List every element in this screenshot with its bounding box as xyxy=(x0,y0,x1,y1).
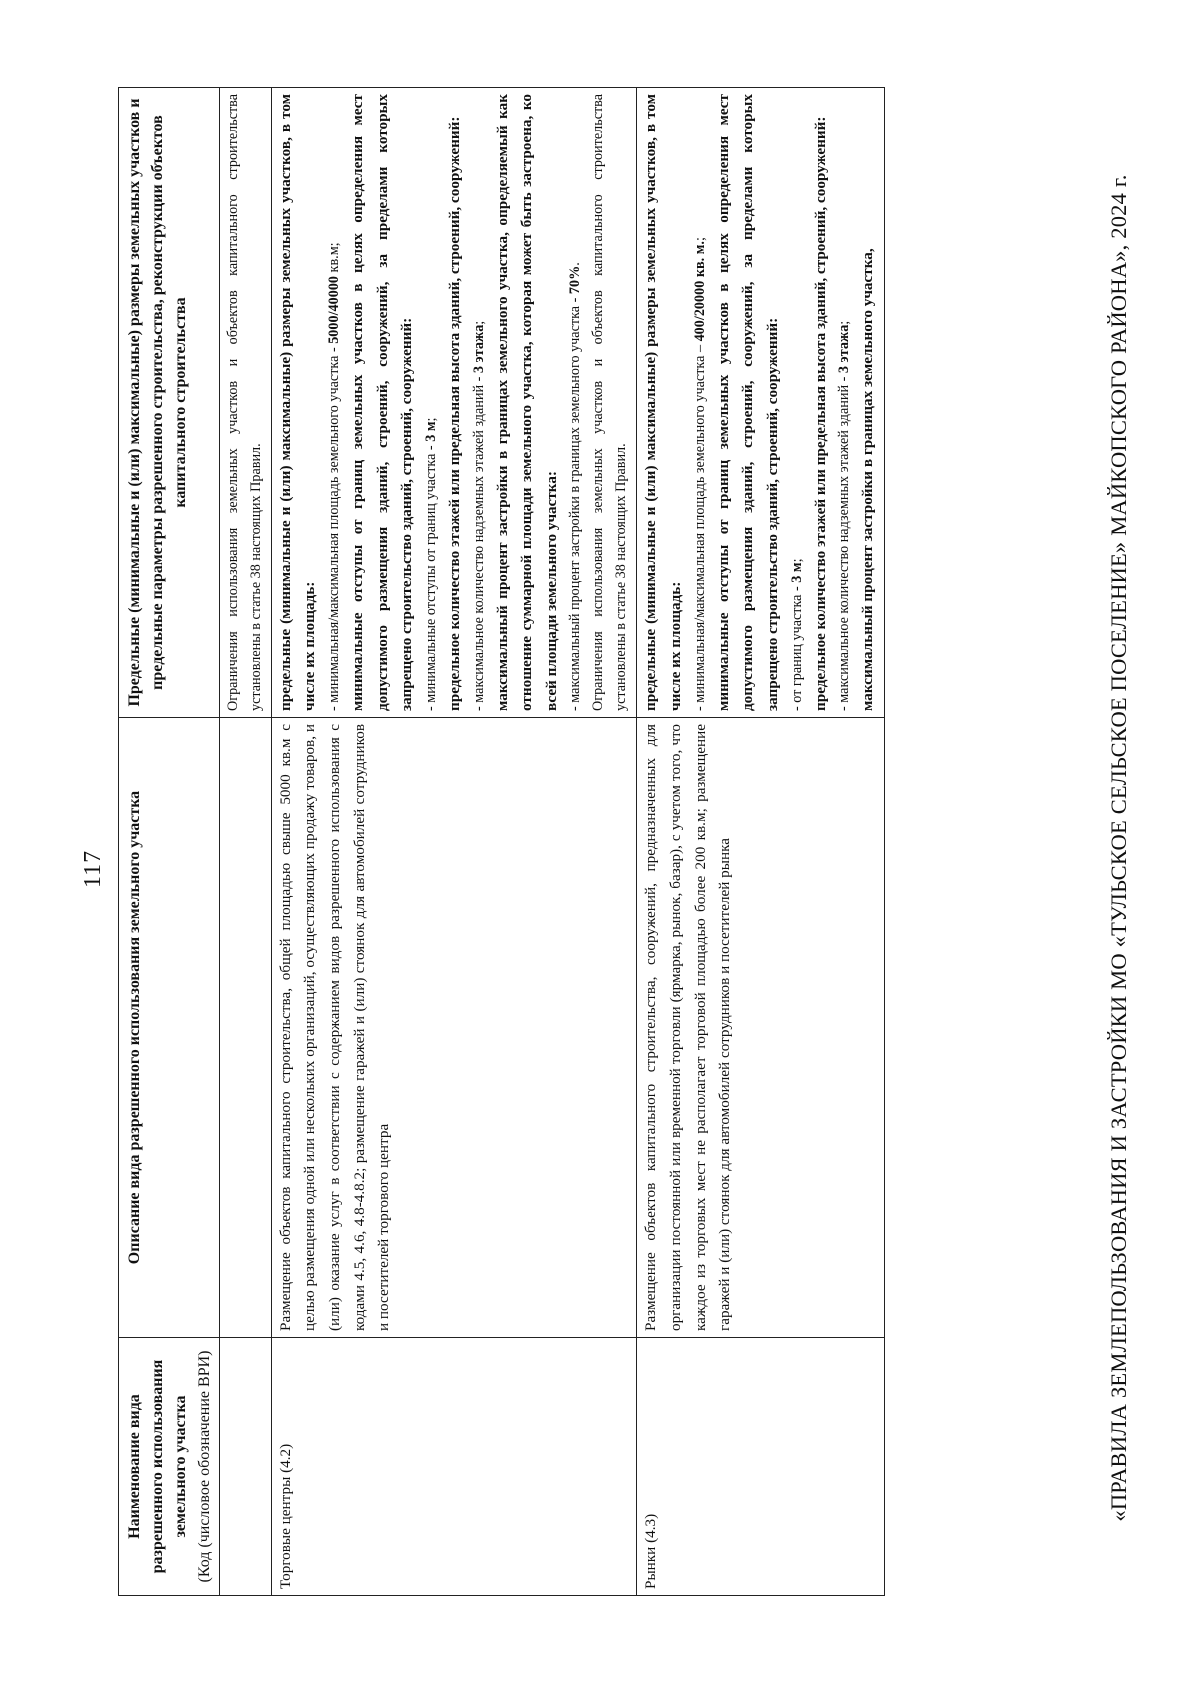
setback-label: - от границ участка - xyxy=(788,582,805,711)
floors-end: ; xyxy=(470,320,487,325)
params-head: предельные (минимальные и (или) максимальные) размеры земельных участков, в том числе их площадь: xyxy=(642,94,684,711)
params-coverage xyxy=(564,94,587,711)
document-footer: «ПРАВИЛА ЗЕМЛЕПОЛЬЗОВАНИЯ И ЗАСТРОЙКИ МО «ТУЛЬСКОЕ СЕЛЬСКОЕ ПОСЕЛЕНИЕ» МАЙКОПСКОГО РАЙОНА», 2024 г. xyxy=(1106,174,1131,1522)
restrictions-text: Ограничения использования земельных участков и объектов капитального строительства установлены в статье 38 настоящих Правил. xyxy=(219,88,271,718)
floors-label: - максимальное количество надземных этажей зданий - xyxy=(470,373,487,711)
setback-head: минимальные отступы от границ земельных участков в целях определения мест допустимого размещения зданий, строений, сооружений, за пределами которых запрещено строительство зданий, строений, сооружений: xyxy=(349,94,416,711)
params-area xyxy=(689,94,712,711)
vri-name: Торговые центры (4.2) xyxy=(271,1338,637,1596)
area-value: 400/20000 кв. м. xyxy=(691,241,708,342)
cell-empty xyxy=(219,718,271,1338)
header-parameters: Предельные (минимальные и (или) максимальные) размеры земельных участков и предельные параметры разрешенного строительства, реконструкции объектов капитального строительства xyxy=(119,88,220,718)
header-name xyxy=(119,1338,220,1596)
cell-empty xyxy=(219,1338,271,1596)
table-row xyxy=(637,88,884,1596)
area-label: - минимальная/максимальная площадь земельного участка - xyxy=(326,343,342,711)
params-setback xyxy=(786,94,809,711)
setback-value: 3 м xyxy=(422,421,439,442)
vri-description: Размещение объектов капитального строительства, общей площадью свыше 5000 кв.м с целью размещения одной или нескольких организаций, осуществляющих продажу товаров, и (или) оказание услуг в соответствии с содержанием видов разрешенного использования с кодами 4.5, 4.6, 4.8-4.8.2; размещение гаражей и (или) стоянок для автомобилей сотрудников и посетителей торгового центра xyxy=(271,718,637,1338)
area-unit: кв.м; xyxy=(326,242,342,276)
setback-end: ; xyxy=(788,558,805,563)
zoning-table xyxy=(118,87,885,1596)
params-head: предельные (минимальные и (или) максимальные) размеры земельных участков, в том числе их площадь: xyxy=(276,94,319,711)
vri-description: Размещение объектов капитального строительства, сооружений, предназначенных для организации постоянной или временной торговли (ярмарка, рынок, базар), с учетом того, что каждое из торговых мест не располагает торговой площадью более 200 кв.м; размещение гаражей и (или) стоянок для автомобилей сотрудников и посетителей рынка xyxy=(637,718,884,1338)
header-description: Описание вида разрешенного использования земельного участка xyxy=(119,718,220,1338)
params-area xyxy=(323,94,346,711)
coverage-head: максимальный процент застройки в границах земельного участка, xyxy=(859,248,877,711)
coverage-value: 70% xyxy=(567,265,584,295)
params-floors xyxy=(468,94,491,711)
coverage-end: . xyxy=(567,262,584,266)
area-label: - минимальная/максимальная площадь земельного участка – xyxy=(691,341,708,711)
vri-parameters xyxy=(637,88,884,718)
coverage-head: максимальный процент застройки в границах земельного участка, определяемый как отношение суммарной площади земельного участка, которая может быть застроена, ко всей площади земельного участка: xyxy=(493,94,560,711)
area-unit: ; xyxy=(691,237,708,242)
area-value: 5000/40000 xyxy=(326,275,342,344)
floors-head: предельное количество этажей или предельная высота зданий, строений, сооружений: xyxy=(811,116,829,711)
params-floors xyxy=(833,94,856,711)
table-row xyxy=(271,88,637,1596)
params-setback xyxy=(420,94,443,711)
setback-head: минимальные отступы от границ земельных участков в целях определения мест допустимого размещения зданий, строений, сооружений, за пределами которых запрещено строительство зданий, строений, сооружений: xyxy=(714,94,781,711)
restrictions-text: Ограничения использования земельных участков и объектов капитального строительства установлены в статье 38 настоящих Правил. xyxy=(590,94,630,711)
setback-label: - минимальные отступы от границ участка - xyxy=(422,441,439,711)
vri-name: Рынки (4.3) xyxy=(637,1338,884,1596)
table-row-continuation xyxy=(219,88,271,1596)
page-number: 117 xyxy=(80,849,106,888)
floors-value: 3 этажа xyxy=(836,324,853,374)
setback-value: 3 м xyxy=(788,562,805,583)
table-header-row xyxy=(119,88,220,1596)
vri-parameters xyxy=(271,88,637,718)
coverage-label: - максимальный процент застройки в границах земельного участка - xyxy=(567,294,584,711)
header-name-code: (Код (числовое обозначение ВРИ) xyxy=(195,1350,213,1583)
floors-label: - максимальное количество надземных этажей зданий - xyxy=(836,373,853,711)
floors-end: ; xyxy=(836,320,853,325)
header-name-bold: Наименование вида разрешенного использования земельного участка xyxy=(126,1359,190,1574)
floors-head: предельное количество этажей или предельная высота зданий, строений, сооружений: xyxy=(445,116,463,711)
floors-value: 3 этажа xyxy=(470,324,487,374)
setback-end: ; xyxy=(422,417,439,422)
